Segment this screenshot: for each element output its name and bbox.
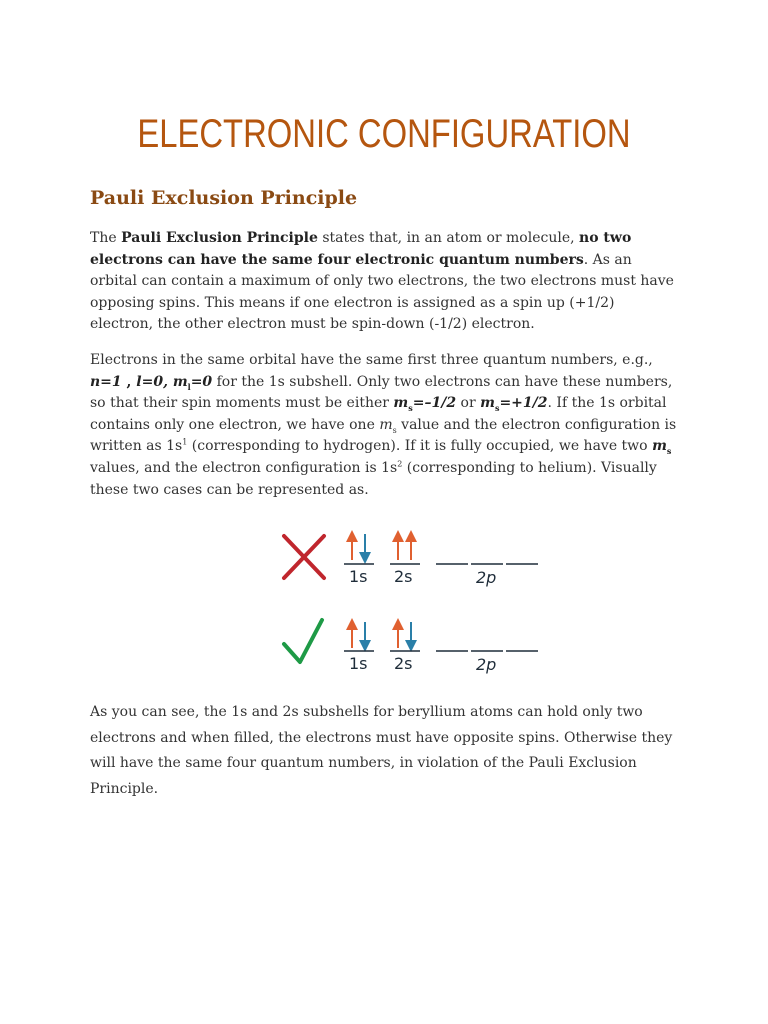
paragraph-quantum-numbers: Electrons in the same orbital have the same first three quantum numbers, e.g., n=1 , l=0, $m_l=0$ for the 1s subshell. Only two electrons can have these numbers, so that their spin moments must be either $m_s=-1/2$ or $m_s=+1/2$. If the 1s orbital contains only one electron, we have one $m_s$ value and the electron configuration is written as $1s^1$ (corresponding to hydrogen). If it is fully occupied, we have two $m_s$ values, and the electron configuration is $1s^2$ (corresponding to helium). Visually these two cases can be represented as. — [90, 352, 677, 498]
row1-label-2p: 2p — [476, 568, 497, 587]
paragraph-pauli-definition: The Pauli Exclusion Principle states that, in an atom or molecule, no two electrons can have the same four electronic quantum numbers. As an orbital can contain a maximum of only two electrons, the two electrons must have opposing spins. This means if one electron is assigned as a spin up (+1/2) electron, the other electron must be spin-down (-1/2) electron. — [90, 230, 674, 333]
row2-label-1s: 1s — [349, 654, 368, 673]
paragraph-beryllium: As you can see, the 1s and 2s subshells for beryllium atoms can hold only two electrons and when filled, the electrons must have opposite spins. Otherwise they will have the same four quantum numbers, in violation of the Pauli Exclusion Principle. — [90, 704, 673, 797]
row1-label-1s: 1s — [349, 567, 368, 586]
cross-icon — [284, 536, 324, 578]
orbital-diagram — [272, 522, 552, 684]
section-heading: Pauli Exclusion Principle — [90, 187, 358, 209]
check-icon — [284, 620, 322, 662]
row2-label-2s: 2s — [394, 654, 413, 673]
page-title: ELECTRONIC CONFIGURATION — [137, 112, 631, 156]
row2-label-2p: 2p — [476, 655, 497, 674]
row1-label-2s: 2s — [394, 567, 413, 586]
